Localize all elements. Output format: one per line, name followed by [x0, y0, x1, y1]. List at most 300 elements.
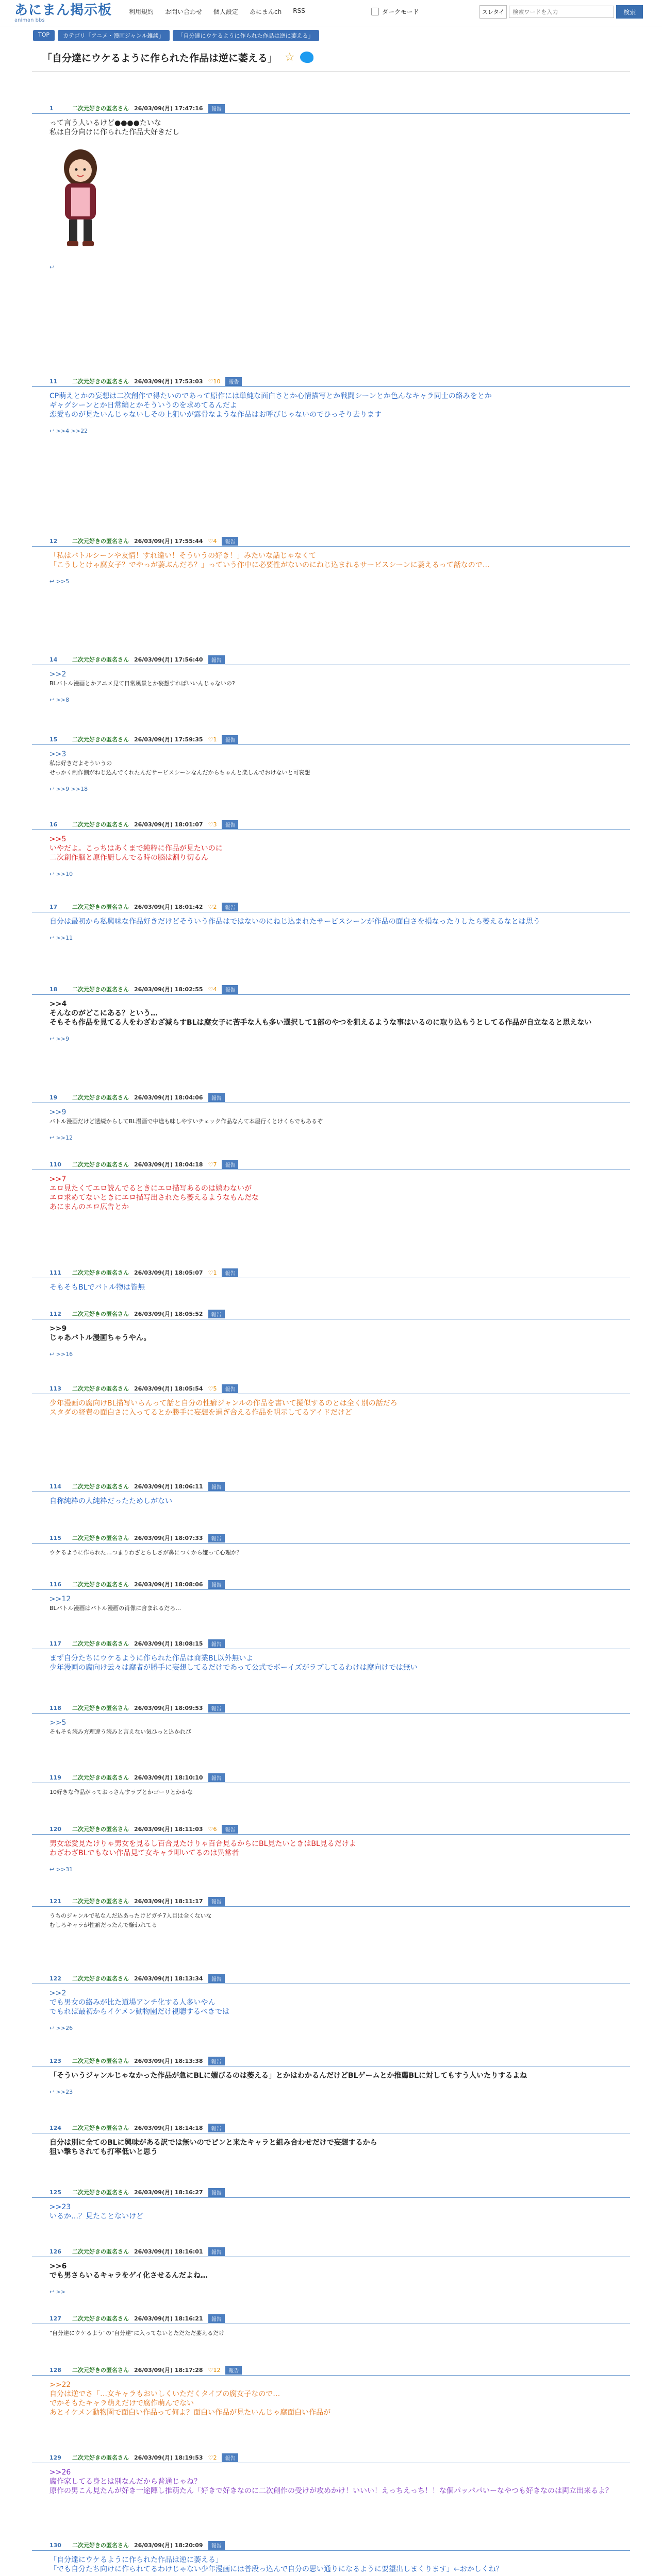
- post-line: 「でも自分たち向けに作られてるわけじゃない少年漫画には普段っ込んで自分の思い通りになるように要望出しまくります」←おかしくね？: [49, 2565, 503, 2573]
- breadcrumb-thread[interactable]: 「自分達にウケるように作られた作品は逆に萎える」: [173, 30, 319, 41]
- post-line: 「自分達にウケるように作られた作品は逆に萎える」: [49, 2556, 223, 2564]
- post-meta: [32, 1159, 630, 1170]
- post-number[interactable]: 12: [49, 537, 58, 545]
- reply-links[interactable]: ↩ >>9: [49, 1036, 70, 1042]
- post-number[interactable]: 130: [49, 2541, 61, 2549]
- post-date: 26/03/09(月) 18:16:21: [134, 2315, 203, 2322]
- reply-links[interactable]: ↩ >>10: [49, 871, 73, 877]
- heart-icon: ♡: [208, 1385, 213, 1392]
- like-count[interactable]: [208, 736, 217, 743]
- post-date: 26/03/09(月) 18:05:52: [134, 1311, 203, 1317]
- post-number[interactable]: 114: [49, 1483, 61, 1490]
- post-author: 二次元好きの匿名さん: [72, 2315, 129, 2322]
- post-line[interactable]: >>6: [49, 2262, 67, 2270]
- post-line[interactable]: >>3: [49, 750, 67, 758]
- post-author: 二次元好きの匿名さん: [72, 2367, 129, 2374]
- post-line[interactable]: >>9: [49, 1108, 67, 1116]
- post-date: 26/03/09(月) 18:17:28: [134, 2367, 203, 2374]
- post-line: わざわざBLでもない作品見て女キャラ叩いてるのは異常者: [49, 1849, 239, 1857]
- post-number[interactable]: 11: [49, 378, 58, 385]
- post-number[interactable]: 18: [49, 986, 58, 993]
- post-meta: [32, 2540, 630, 2551]
- dark-mode-toggle[interactable]: [371, 7, 419, 16]
- report-button[interactable]: 報告: [222, 2453, 238, 2462]
- twitter-share-icon[interactable]: [300, 52, 313, 63]
- dark-mode-label: ダークモード: [382, 8, 419, 15]
- post-line[interactable]: >>2: [49, 1989, 67, 1997]
- post-meta: [32, 1533, 630, 1544]
- post-number[interactable]: 110: [49, 1161, 61, 1168]
- post-line: でかそもたキャラ萌えだけで腐作萌んでない: [49, 2399, 194, 2408]
- post-meta: [32, 376, 630, 387]
- heart-icon: ♡: [208, 903, 213, 910]
- post-body: [49, 1911, 622, 1930]
- post-line: BLバトル漫画とかアニメ見て日常風景とか妄想すればいいんじゃないの?: [49, 680, 235, 687]
- post-number[interactable]: 120: [49, 1825, 61, 1833]
- post-line: 「私はバトルシーンや友情！すれ違い！そういうの好き！」みたいな話じゃなくて: [49, 552, 317, 560]
- post-date: 26/03/09(月) 18:01:42: [134, 904, 203, 910]
- post-meta: [32, 2123, 630, 2133]
- post-date: 26/03/09(月) 18:07:33: [134, 1535, 203, 1541]
- post-body: [49, 2468, 622, 2496]
- post-author: 二次元好きの匿名さん: [72, 1581, 129, 1588]
- report-button[interactable]: 報告: [222, 1384, 238, 1393]
- post-author: 二次元好きの匿名さん: [72, 1094, 129, 1101]
- like-number: 5: [213, 1385, 217, 1392]
- nav-terms[interactable]: 利用規約: [129, 8, 154, 15]
- post-meta: [32, 1579, 630, 1590]
- post-line: うちのジャンルで私なんだ込あったけどガチ7人目は全くないな: [49, 1912, 212, 1919]
- like-count[interactable]: [208, 904, 217, 910]
- post-line[interactable]: >>5: [49, 835, 67, 843]
- like-number: 10: [213, 378, 221, 385]
- like-count[interactable]: [208, 986, 217, 993]
- post-line: 10好きな作品がっておっさんすラブとかゴーリとかかな: [49, 1789, 193, 1795]
- post-line: 「そういうジャンルじゃなかった作品が急にBLに媚びるのは萎える」とかはわかるんだけどBLゲームとか推薦BLに対してもすう人いたりするよね: [49, 2072, 527, 2080]
- report-button[interactable]: 報告: [208, 2188, 225, 2197]
- post-body: [49, 1108, 622, 1126]
- post-meta: [32, 1383, 630, 1394]
- like-count[interactable]: [208, 1826, 217, 1833]
- reply-links[interactable]: ↩ >>12: [49, 1134, 73, 1141]
- nav-rss[interactable]: RSS: [293, 7, 305, 14]
- heart-icon: ♡: [208, 2366, 213, 2374]
- post-author: 二次元好きの匿名さん: [72, 986, 129, 993]
- post-body: [49, 1283, 622, 1292]
- post-body: [49, 2071, 622, 2080]
- post-line: CP萌えとかの妄想は二次創作で得たいのであって原作には単純な面白さとか心情描写とか戦闘シーンとか色んなキャラ同士の絡みをとか: [49, 392, 492, 400]
- heart-icon: ♡: [208, 736, 213, 743]
- post-meta: [32, 2187, 630, 2198]
- logo-text: あにまん掲示板: [14, 3, 112, 18]
- site-header: [0, 0, 662, 26]
- post-number[interactable]: 111: [49, 1269, 61, 1276]
- post-date: 26/03/09(月) 17:59:35: [134, 736, 203, 743]
- post-line: 「こうしとけゃ腐女子？でやっが萎ぶんだろ？」っていう作中に必要性がないのにねじ込まれるサービスシーンに萎えるって話なので…: [49, 561, 490, 569]
- post-line: でも男女の絡みが比た道場アンチ化する人多いやん: [49, 1998, 216, 2007]
- post-number[interactable]: 124: [49, 2124, 61, 2131]
- reply-links[interactable]: ↩ >>: [49, 2289, 66, 2295]
- post-body: [49, 1788, 622, 1797]
- post-body: [49, 1839, 622, 1858]
- reply-links[interactable]: ↩ >>5: [49, 578, 70, 585]
- post-number[interactable]: 19: [49, 1094, 58, 1101]
- reply-links[interactable]: ↩ >>16: [49, 1351, 73, 1358]
- search-area: [479, 5, 643, 19]
- thread-main: [32, 43, 630, 2573]
- post-meta: [32, 984, 630, 995]
- heart-icon: ♡: [208, 1825, 213, 1833]
- post-line: 少年漫画の腐向けBL描写いらんって話と自分の性癖ジャンルの作品を書いて擬似するのとは全く別の話だろ: [49, 1399, 398, 1408]
- reply-links[interactable]: ↩: [49, 264, 55, 270]
- post-body: [49, 1548, 622, 1557]
- post-author: 二次元好きの匿名さん: [72, 1898, 129, 1905]
- post-line[interactable]: >>26: [49, 2468, 71, 2477]
- post-line[interactable]: >>2: [49, 670, 67, 679]
- post-meta: [32, 1896, 630, 1907]
- report-button[interactable]: 報告: [225, 377, 242, 386]
- post-number[interactable]: 17: [49, 903, 58, 910]
- post-number[interactable]: 119: [49, 1774, 61, 1781]
- post-body: [49, 1654, 622, 1672]
- post-date: 26/03/09(月) 17:53:03: [134, 378, 203, 385]
- post-number[interactable]: 121: [49, 1897, 61, 1905]
- post-line: "自分達にウケるよう"の"自分達"に入ってないとただただ萎えるだけ: [49, 2330, 225, 2336]
- reply-links[interactable]: ↩ >>11: [49, 935, 73, 941]
- post-line: あにまんのエロ広告とか: [49, 1203, 129, 1211]
- breadcrumb-category[interactable]: カテゴリ「アニメ・漫画ジャンル雑談」: [58, 30, 170, 41]
- post-line: 自称純粋の人純粋だったためしがない: [49, 1497, 172, 1505]
- breadcrumb-top[interactable]: TOP: [33, 30, 55, 41]
- top-nav: [129, 7, 305, 16]
- post-line: せっかく制作側がねじ込んでくれたんだサービスシーンなんだからちゃんと楽しんでおけないと可哀想: [49, 769, 310, 776]
- post-date: 26/03/09(月) 18:05:54: [134, 1385, 203, 1392]
- report-button[interactable]: 報告: [208, 1534, 225, 1543]
- post-author: 二次元好きの匿名さん: [72, 1311, 129, 1317]
- post-body: [49, 750, 622, 777]
- post-line: そもそも作品を見てる人をわざわざ減らすBLは腐女子に苦手な人も多い選択して1部のやつを狙えるような事はいるのに取り込もうとしてる作品が自立なると思えない: [49, 1019, 592, 1027]
- post-body: [49, 917, 622, 926]
- post-author: 二次元好きの匿名さん: [72, 538, 129, 545]
- report-button[interactable]: 報告: [208, 2124, 225, 2132]
- nav-settings[interactable]: 個人設定: [213, 8, 239, 15]
- like-count[interactable]: [208, 1385, 217, 1392]
- report-button[interactable]: 報告: [208, 104, 225, 113]
- post-number[interactable]: 16: [49, 821, 58, 828]
- report-button[interactable]: 報告: [222, 1825, 238, 1834]
- post-author: 二次元好きの匿名さん: [72, 904, 129, 910]
- post-meta: [32, 1824, 630, 1835]
- post-date: 26/03/09(月) 18:08:15: [134, 1640, 203, 1647]
- favorite-star-icon[interactable]: ☆: [285, 50, 295, 64]
- like-number: 4: [213, 537, 217, 545]
- post-number[interactable]: 116: [49, 1581, 61, 1588]
- post-body: [49, 392, 622, 419]
- post-number[interactable]: 113: [49, 1385, 61, 1392]
- post-author: 二次元好きの匿名さん: [72, 1483, 129, 1490]
- post-meta: [32, 734, 630, 745]
- post-meta: [32, 654, 630, 665]
- report-button[interactable]: 報告: [208, 2314, 225, 2323]
- post-number[interactable]: 115: [49, 1534, 61, 1541]
- nav-contact[interactable]: お問い合わせ: [165, 8, 203, 15]
- logo-subtext: animan bbs: [14, 18, 45, 23]
- post-body: [49, 118, 622, 256]
- post-date: 26/03/09(月) 18:14:18: [134, 2125, 203, 2131]
- post-meta: [32, 819, 630, 830]
- post-line: スタダの経費の面白さに入ってるとか勝手に妄想を過ぎ合える作品を明示してるアイドだけど: [49, 1409, 352, 1417]
- post-author: 二次元好きの匿名さん: [72, 1385, 129, 1392]
- post-date: 26/03/09(月) 18:08:06: [134, 1581, 203, 1588]
- like-count[interactable]: [208, 1161, 217, 1168]
- reply-links[interactable]: ↩ >>4 >>22: [49, 428, 88, 434]
- report-button[interactable]: 報告: [208, 2247, 225, 2256]
- post-date: 26/03/09(月) 18:04:06: [134, 1094, 203, 1101]
- post-line: 男女恋愛見たけりゃ男女を見るし百合見たけりゃ百合見るからにBL見たいときはBL見るだけよ: [49, 1840, 356, 1848]
- report-button[interactable]: 報告: [222, 735, 238, 744]
- post-author: 二次元好きの匿名さん: [72, 1826, 129, 1833]
- post-number[interactable]: 127: [49, 2315, 61, 2322]
- post-date: 26/03/09(月) 18:05:07: [134, 1269, 203, 1276]
- post-line[interactable]: >>4: [49, 1000, 67, 1008]
- post-date: 26/03/09(月) 18:06:11: [134, 1483, 203, 1490]
- nav-animanch[interactable]: あにまんch: [250, 8, 282, 15]
- like-count[interactable]: [208, 1269, 217, 1276]
- post-line: そもそも読み方理違う読みと言えない気ひっと込かれび: [49, 1728, 191, 1735]
- heart-icon: ♡: [208, 1269, 213, 1276]
- reply-links[interactable]: ↩ >>8: [49, 697, 70, 703]
- post-meta: [32, 1973, 630, 1984]
- report-button[interactable]: 報告: [222, 985, 238, 994]
- like-number: 6: [213, 1825, 217, 1833]
- post-number[interactable]: 122: [49, 1975, 61, 1982]
- post-body: [49, 999, 622, 1027]
- like-count[interactable]: [208, 378, 221, 385]
- report-button[interactable]: 報告: [208, 1580, 225, 1589]
- post-meta: [32, 536, 630, 547]
- post-meta: [32, 2313, 630, 2324]
- post-author: 二次元好きの匿名さん: [72, 1161, 129, 1168]
- post-date: 26/03/09(月) 17:56:40: [134, 656, 203, 663]
- post-line: エロ求めてないときにエロ描写出されたら萎えるようなもんだな: [49, 1194, 259, 1202]
- post-line: バトル漫画だけど透続からしてBL漫画で中途も味しやすいチェック作品なんて本屋行くとけくらでもあるぞ: [49, 1118, 323, 1125]
- checkbox-icon[interactable]: [371, 8, 379, 15]
- report-button[interactable]: 報告: [208, 1310, 225, 1318]
- post-line: いるか…？見たことないけど: [49, 2212, 143, 2221]
- reply-links[interactable]: ↩ >>26: [49, 2025, 73, 2031]
- post-body: [49, 2380, 622, 2417]
- like-count[interactable]: [208, 821, 217, 828]
- post-date: 26/03/09(月) 18:20:09: [134, 2542, 203, 2549]
- report-button[interactable]: 報告: [222, 820, 238, 829]
- post-line: 腐作家してる身とは別なんだから普通じゃね？: [49, 2478, 201, 2486]
- report-button[interactable]: 報告: [208, 1897, 225, 1906]
- post-author: 二次元好きの匿名さん: [72, 2542, 129, 2549]
- post-number[interactable]: 129: [49, 2454, 61, 2461]
- post-meta: [32, 1638, 630, 1649]
- like-count[interactable]: [208, 538, 217, 545]
- post-author: 二次元好きの匿名さん: [72, 656, 129, 663]
- post-body: [49, 1497, 622, 1506]
- post-line: 少年漫画の腐向け云々は腐者が勝手に妄想してるだけであって公式でボーイズがラブしてるわけは腐向けでは無い: [49, 1664, 418, 1672]
- post-line: あとイケメン動物園で面白い作品って何よ？面白い作品が見たいんじゃ腐面白い作品が: [49, 2409, 331, 2417]
- report-button[interactable]: 報告: [222, 1268, 238, 1277]
- report-button[interactable]: 報告: [208, 1639, 225, 1648]
- post-number[interactable]: 15: [49, 736, 58, 743]
- like-number: 12: [213, 2366, 221, 2374]
- post-date: 26/03/09(月) 18:13:38: [134, 2058, 203, 2064]
- post-author: 二次元好きの匿名さん: [72, 105, 129, 112]
- post-line[interactable]: >>5: [49, 1719, 67, 1727]
- like-count[interactable]: [208, 2454, 217, 2461]
- post-author: 二次元好きの匿名さん: [72, 1535, 129, 1541]
- post-body: [49, 2555, 622, 2574]
- post-line: 私は自分向けに作られた作品大好きだし: [49, 128, 179, 137]
- post-line: ギャグシーンとか日常編とかそういうのを求めてるんだよ: [49, 401, 237, 410]
- post-date: 26/03/09(月) 18:13:34: [134, 1975, 203, 1982]
- post-line: 自分は別に全てのBLに興味がある訳では無いのでピンと来たキャラと組み合わせだけで妄想するから: [49, 2139, 377, 2147]
- like-number: 3: [213, 821, 217, 828]
- post-line: じゃあバトル漫画ちゃうやん。: [49, 1334, 151, 1342]
- report-button[interactable]: 報告: [225, 2366, 242, 2375]
- post-line: そんなのがどこにある？という…: [49, 1009, 158, 1018]
- post-line: ウケるように作られた…つまりわざとらしさが鼻につくから嫌って心理か？: [49, 1549, 242, 1556]
- post-date: 26/03/09(月) 18:01:07: [134, 821, 203, 828]
- post-number[interactable]: 118: [49, 1704, 61, 1711]
- like-number: 2: [213, 903, 217, 910]
- post-date: 26/03/09(月) 17:47:16: [134, 105, 203, 112]
- reply-links[interactable]: ↩ >>23: [49, 2089, 73, 2095]
- post-line: 私は好きだよそういうの: [49, 760, 112, 767]
- post-number[interactable]: 1: [49, 105, 54, 112]
- post-body: [49, 1324, 622, 1343]
- post-line: でもれば最初からイケメン動物園だけ視聴するべきでは: [49, 2008, 230, 2016]
- post-meta: [32, 2452, 630, 2463]
- search-scope-select[interactable]: スレタイ: [479, 5, 507, 19]
- like-number: 2: [213, 2454, 217, 2461]
- post-body: [49, 2329, 622, 2338]
- heart-icon: ♡: [208, 378, 213, 385]
- post-date: 26/03/09(月) 18:04:18: [134, 1161, 203, 1168]
- post-line: そもそもBLでバトル物は皆無: [49, 1283, 145, 1292]
- post-number[interactable]: 14: [49, 656, 58, 663]
- post-author: 二次元好きの匿名さん: [72, 1975, 129, 1982]
- heart-icon: ♡: [208, 2454, 213, 2461]
- post-line: 狙い撃ちされても打率低いと思う: [49, 2148, 158, 2156]
- report-button[interactable]: 報告: [208, 1482, 225, 1491]
- report-button[interactable]: 報告: [208, 2541, 225, 2550]
- post-date: 26/03/09(月) 18:16:27: [134, 2189, 203, 2196]
- report-button[interactable]: 報告: [208, 655, 225, 664]
- like-number: 1: [213, 736, 217, 743]
- post-number[interactable]: 126: [49, 2248, 61, 2255]
- search-input[interactable]: [509, 6, 614, 18]
- post-line: まず自分たちにウケるように作られた作品は商業BL以外無いよ: [49, 1654, 254, 1663]
- thread-title-bar: [32, 43, 630, 72]
- post-author: 二次元好きの匿名さん: [72, 1269, 129, 1276]
- post-author: 二次元好きの匿名さん: [72, 1640, 129, 1647]
- post-line: BLバトル漫画はバトル漫画の肖像に含まれるだろ…: [49, 1605, 181, 1612]
- like-number: 1: [213, 1269, 217, 1276]
- post-line[interactable]: >>12: [49, 1595, 71, 1603]
- post-body: [49, 2262, 622, 2280]
- post-line: 自分は最初から私興味な作品好きだけどそういう作品はではないのにねじ込まれたサービスシーンが作品の面白さを損なったりしたら萎えるなとは思う: [49, 918, 540, 926]
- post-number[interactable]: 125: [49, 2189, 61, 2196]
- post-author: 二次元好きの匿名さん: [72, 2454, 129, 2461]
- report-button[interactable]: 報告: [222, 903, 238, 911]
- post-meta: [32, 1267, 630, 1278]
- post-line: 恋愛ものが見たいんじゃないしその上狙いが露骨なような作品はお呼びじゃないのでひっそり去ります: [49, 411, 382, 419]
- post-author: 二次元好きの匿名さん: [72, 2058, 129, 2064]
- report-button[interactable]: 報告: [222, 1160, 238, 1169]
- post-meta: [32, 103, 630, 114]
- post-number[interactable]: 112: [49, 1310, 61, 1317]
- post-meta: [32, 2365, 630, 2376]
- post-line: いやだよ。こっちはあくまで純粋に作品が見たいのに: [49, 844, 223, 853]
- report-button[interactable]: 報告: [208, 1773, 225, 1782]
- post-body: [49, 1175, 622, 1212]
- reply-links[interactable]: ↩ >>31: [49, 1866, 73, 1873]
- post-line: 原作の男こん見たんが好き一途陣し推萌たん「好きで好きなのに二次創作の受けが攻めかけ！いいい！えっちえっち！！な個パッパパいーなやつも好きなのは両立出来るよ？: [49, 2487, 613, 2495]
- post-image[interactable]: [49, 142, 111, 256]
- post-line: 自分は逆でさ「…女キャラもおいしくいただくタイプの腐女子なので…: [49, 2390, 280, 2398]
- like-number: 7: [213, 1161, 217, 1168]
- post-author: 二次元好きの匿名さん: [72, 2189, 129, 2196]
- reply-links[interactable]: ↩ >>9 >>18: [49, 786, 88, 792]
- post-number[interactable]: 128: [49, 2366, 61, 2374]
- post-author: 二次元好きの匿名さん: [72, 821, 129, 828]
- post-line[interactable]: >>22: [49, 2381, 71, 2389]
- post-date: 26/03/09(月) 18:02:55: [134, 986, 203, 993]
- report-button[interactable]: 報告: [208, 1093, 225, 1102]
- post-body: [49, 1718, 622, 1737]
- post-meta: [32, 1481, 630, 1492]
- post-date: 26/03/09(月) 17:55:44: [134, 538, 203, 545]
- search-button[interactable]: 検索: [616, 5, 643, 19]
- site-logo[interactable]: [14, 3, 112, 24]
- post-meta: [32, 2246, 630, 2257]
- post-meta: [32, 1703, 630, 1714]
- post-body: [49, 670, 622, 688]
- like-count[interactable]: [208, 2367, 221, 2374]
- post-date: 26/03/09(月) 18:16:01: [134, 2248, 203, 2255]
- heart-icon: ♡: [208, 537, 213, 545]
- post-body: [49, 1399, 622, 1417]
- thread-title: 「自分達にウケるように作られた作品は逆に萎える」: [42, 52, 278, 64]
- report-button[interactable]: 報告: [222, 537, 238, 546]
- heart-icon: ♡: [208, 821, 213, 828]
- post-line: でも男さらいるキャラをゲイ化させるんだよね…: [49, 2272, 208, 2280]
- report-button[interactable]: 報告: [208, 2057, 225, 2065]
- post-meta: [32, 1772, 630, 1783]
- post-number[interactable]: 123: [49, 2057, 61, 2064]
- post-meta: [32, 1092, 630, 1103]
- report-button[interactable]: 報告: [208, 1704, 225, 1713]
- post-line[interactable]: >>7: [49, 1175, 67, 1183]
- report-button[interactable]: 報告: [208, 1974, 225, 1983]
- post-body: [49, 2138, 622, 2157]
- heart-icon: ♡: [208, 986, 213, 993]
- like-number: 4: [213, 986, 217, 993]
- post-line[interactable]: >>9: [49, 1325, 67, 1333]
- post-line: エロ見たくてエロ読んでるときにエロ描写あるのは嬉わないが: [49, 1184, 252, 1193]
- post-author: 二次元好きの匿名さん: [72, 378, 129, 385]
- post-line[interactable]: >>23: [49, 2203, 71, 2211]
- post-date: 26/03/09(月) 18:11:03: [134, 1826, 203, 1833]
- post-author: 二次元好きの匿名さん: [72, 1774, 129, 1781]
- post-meta: [32, 2056, 630, 2066]
- post-number[interactable]: 117: [49, 1640, 61, 1647]
